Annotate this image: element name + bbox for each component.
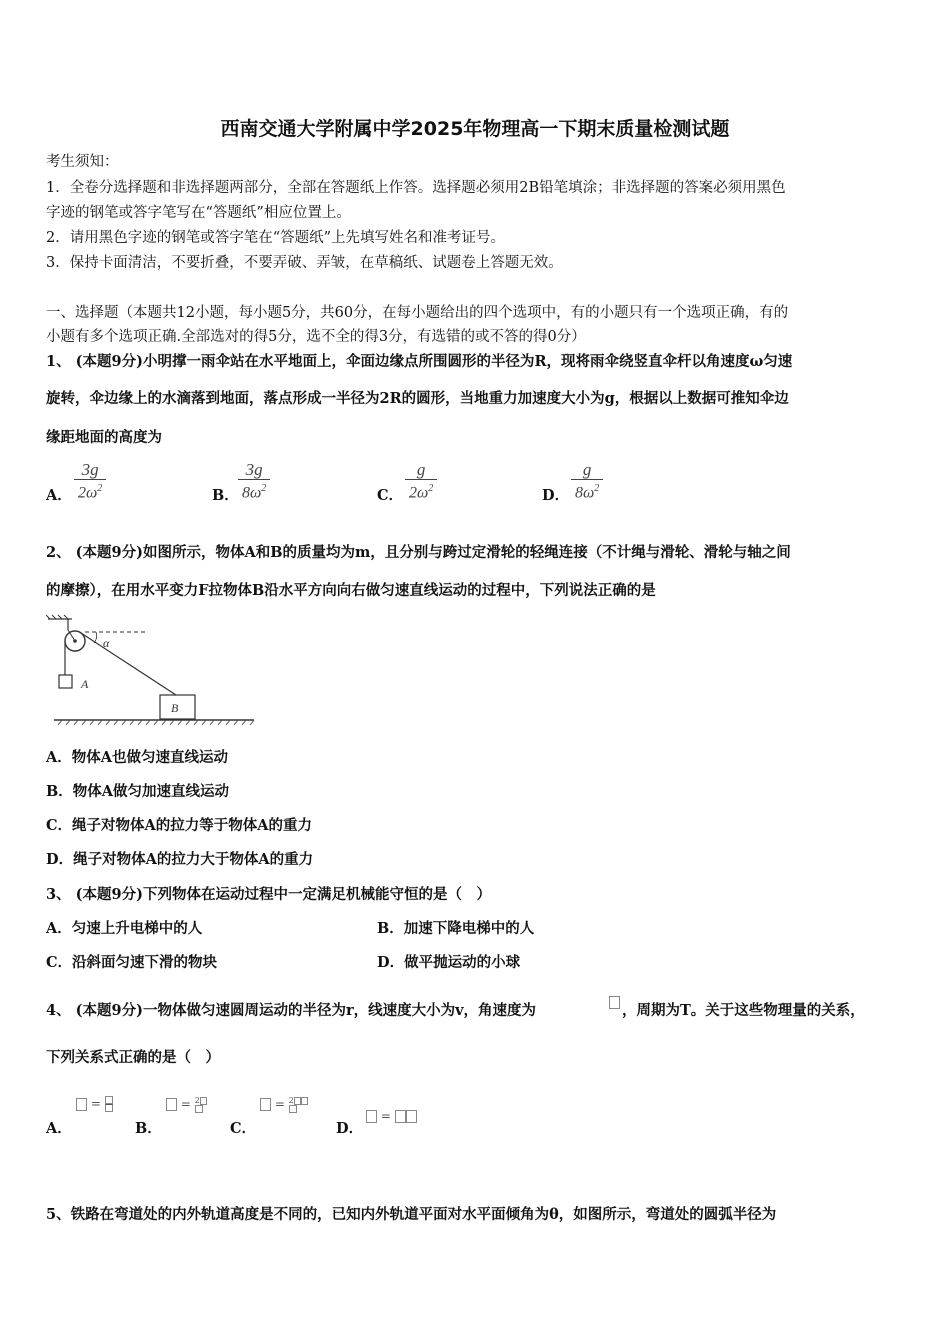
ground-hatch	[58, 720, 254, 725]
q2-stem-line-1: 2、 (本题9分)如图所示，物体A和B的质量均为m，且分别与跨过定滑轮的轻绳连接（不计绳与滑轮、滑轮与轴之间	[46, 544, 791, 561]
q2-option-c[interactable]: C．绳子对物体A的拉力等于物体A的重力	[46, 817, 313, 834]
q4-option-d-label[interactable]: D．	[336, 1120, 364, 1137]
block-a	[59, 675, 72, 688]
q1-stem-line-3: 缘距地面的高度为	[46, 429, 162, 446]
rope-to-b	[81, 633, 176, 695]
q4-option-d-formula: =	[366, 1109, 417, 1123]
q2-option-a[interactable]: A．物体A也做匀速直线运动	[46, 749, 228, 766]
q3-stem: 3、 (本题9分)下列物体在运动过程中一定满足机械能守恒的是（ ）	[46, 886, 491, 903]
q4-option-b-formula: = 2	[166, 1096, 207, 1113]
q2-stem-line-2: 的摩擦），在用水平变力F拉物体B沿水平方向向右做匀速直线运动的过程中，下列说法正确的是	[46, 582, 656, 599]
q1-stem-line-1: 1、 (本题9分)小明撑一雨伞站在水平地面上，伞面边缘点所围圆形的半径为R，现将雨伞绕竖直伞杆以角速度ω匀速	[46, 353, 793, 370]
q3-option-c[interactable]: C．沿斜面匀速下滑的物块	[46, 954, 218, 971]
notice-heading: 考生须知：	[46, 154, 119, 170]
q1-option-c-formula: $\frac{g}{2\omega^2}$	[405, 460, 437, 502]
q4-option-c-label[interactable]: C．	[230, 1120, 257, 1137]
q1-option-b-label[interactable]: B．	[212, 487, 239, 504]
q1-option-d-formula: $\frac{g}{8\omega^2}$	[571, 460, 603, 502]
missing-glyph-omega	[609, 996, 620, 1009]
section-header-line-1: 一、选择题（本题共12小题，每小题5分，共60分，在每小题给出的四个选项中，有的小题只有一个选项正确，有的	[46, 305, 789, 321]
q1-stem-line-2: 旋转，伞边缘上的水滴落到地面，落点形成一半径为2R的圆形，当地重力加速度大小为g，根据以上数据可推知伞边	[46, 390, 789, 407]
q4-stem-line-1a: 4、 (本题9分)一物体做匀速圆周运动的半径为r，线速度大小为v，角速度为	[46, 1002, 537, 1019]
q4-option-a-label[interactable]: A．	[46, 1120, 72, 1137]
q3-option-b[interactable]: B．加速下降电梯中的人	[377, 920, 535, 937]
q1-option-b-formula: $\frac{3g}{8\omega^2}$	[238, 460, 270, 502]
notice-line-3: 2．请用黑色字迹的钢笔或答字笔在“答题纸”上先填写姓名和准考证号。	[46, 230, 506, 246]
q1-option-a-formula: $\frac{3g}{2\omega^2}$	[74, 460, 106, 502]
q1-option-a-label[interactable]: A．	[46, 487, 72, 504]
label-alpha: α	[103, 636, 110, 650]
label-b: B	[171, 701, 179, 715]
notice-line-1: 1．全卷分选择题和非选择题两部分，全部在答题纸上作答。选择题必须用2B铅笔填涂；非选择题的答案必须用黑色	[46, 180, 786, 196]
page-title: 西南交通大学附属中学2025年物理高一下期末质量检测试题	[220, 118, 730, 140]
q4-stem-line-2: 下列关系式正确的是（ ）	[46, 1049, 220, 1066]
q2-option-d[interactable]: D．绳子对物体A的拉力大于物体A的重力	[46, 851, 314, 868]
label-a: A	[81, 677, 89, 691]
q2-option-b[interactable]: B．物体A做匀加速直线运动	[46, 783, 230, 800]
notice-line-4: 3．保持卡面清洁，不要折叠，不要弄破、弄皱，在草稿纸、试题卷上答题无效。	[46, 255, 563, 271]
q1-option-d-label[interactable]: D．	[542, 487, 570, 504]
q4-option-a-formula: =	[76, 1096, 113, 1112]
pulley-diagram	[46, 612, 258, 732]
section-header-line-2: 小题有多个选项正确.全部选对的得5分，选不全的得3分，有选错的或不答的得0分）	[46, 329, 586, 345]
q4-stem-line-1b: ，周期为T。关于这些物理量的关系，	[622, 1002, 865, 1019]
q5-stem-line-1: 5、铁路在弯道处的内外轨道高度是不同的，已知内外轨道平面对水平面倾角为θ，如图所示，弯道处的圆弧半径为	[46, 1206, 777, 1223]
q1-option-c-label[interactable]: C．	[377, 487, 404, 504]
q4-option-b-label[interactable]: B．	[135, 1120, 162, 1137]
q4-option-c-formula: = 2	[260, 1096, 308, 1113]
q3-option-a[interactable]: A．匀速上升电梯中的人	[46, 920, 203, 937]
notice-line-2: 字迹的钢笔或答字笔写在“答题纸”相应位置上。	[46, 205, 351, 221]
q3-option-d[interactable]: D．做平抛运动的小球	[377, 954, 521, 971]
